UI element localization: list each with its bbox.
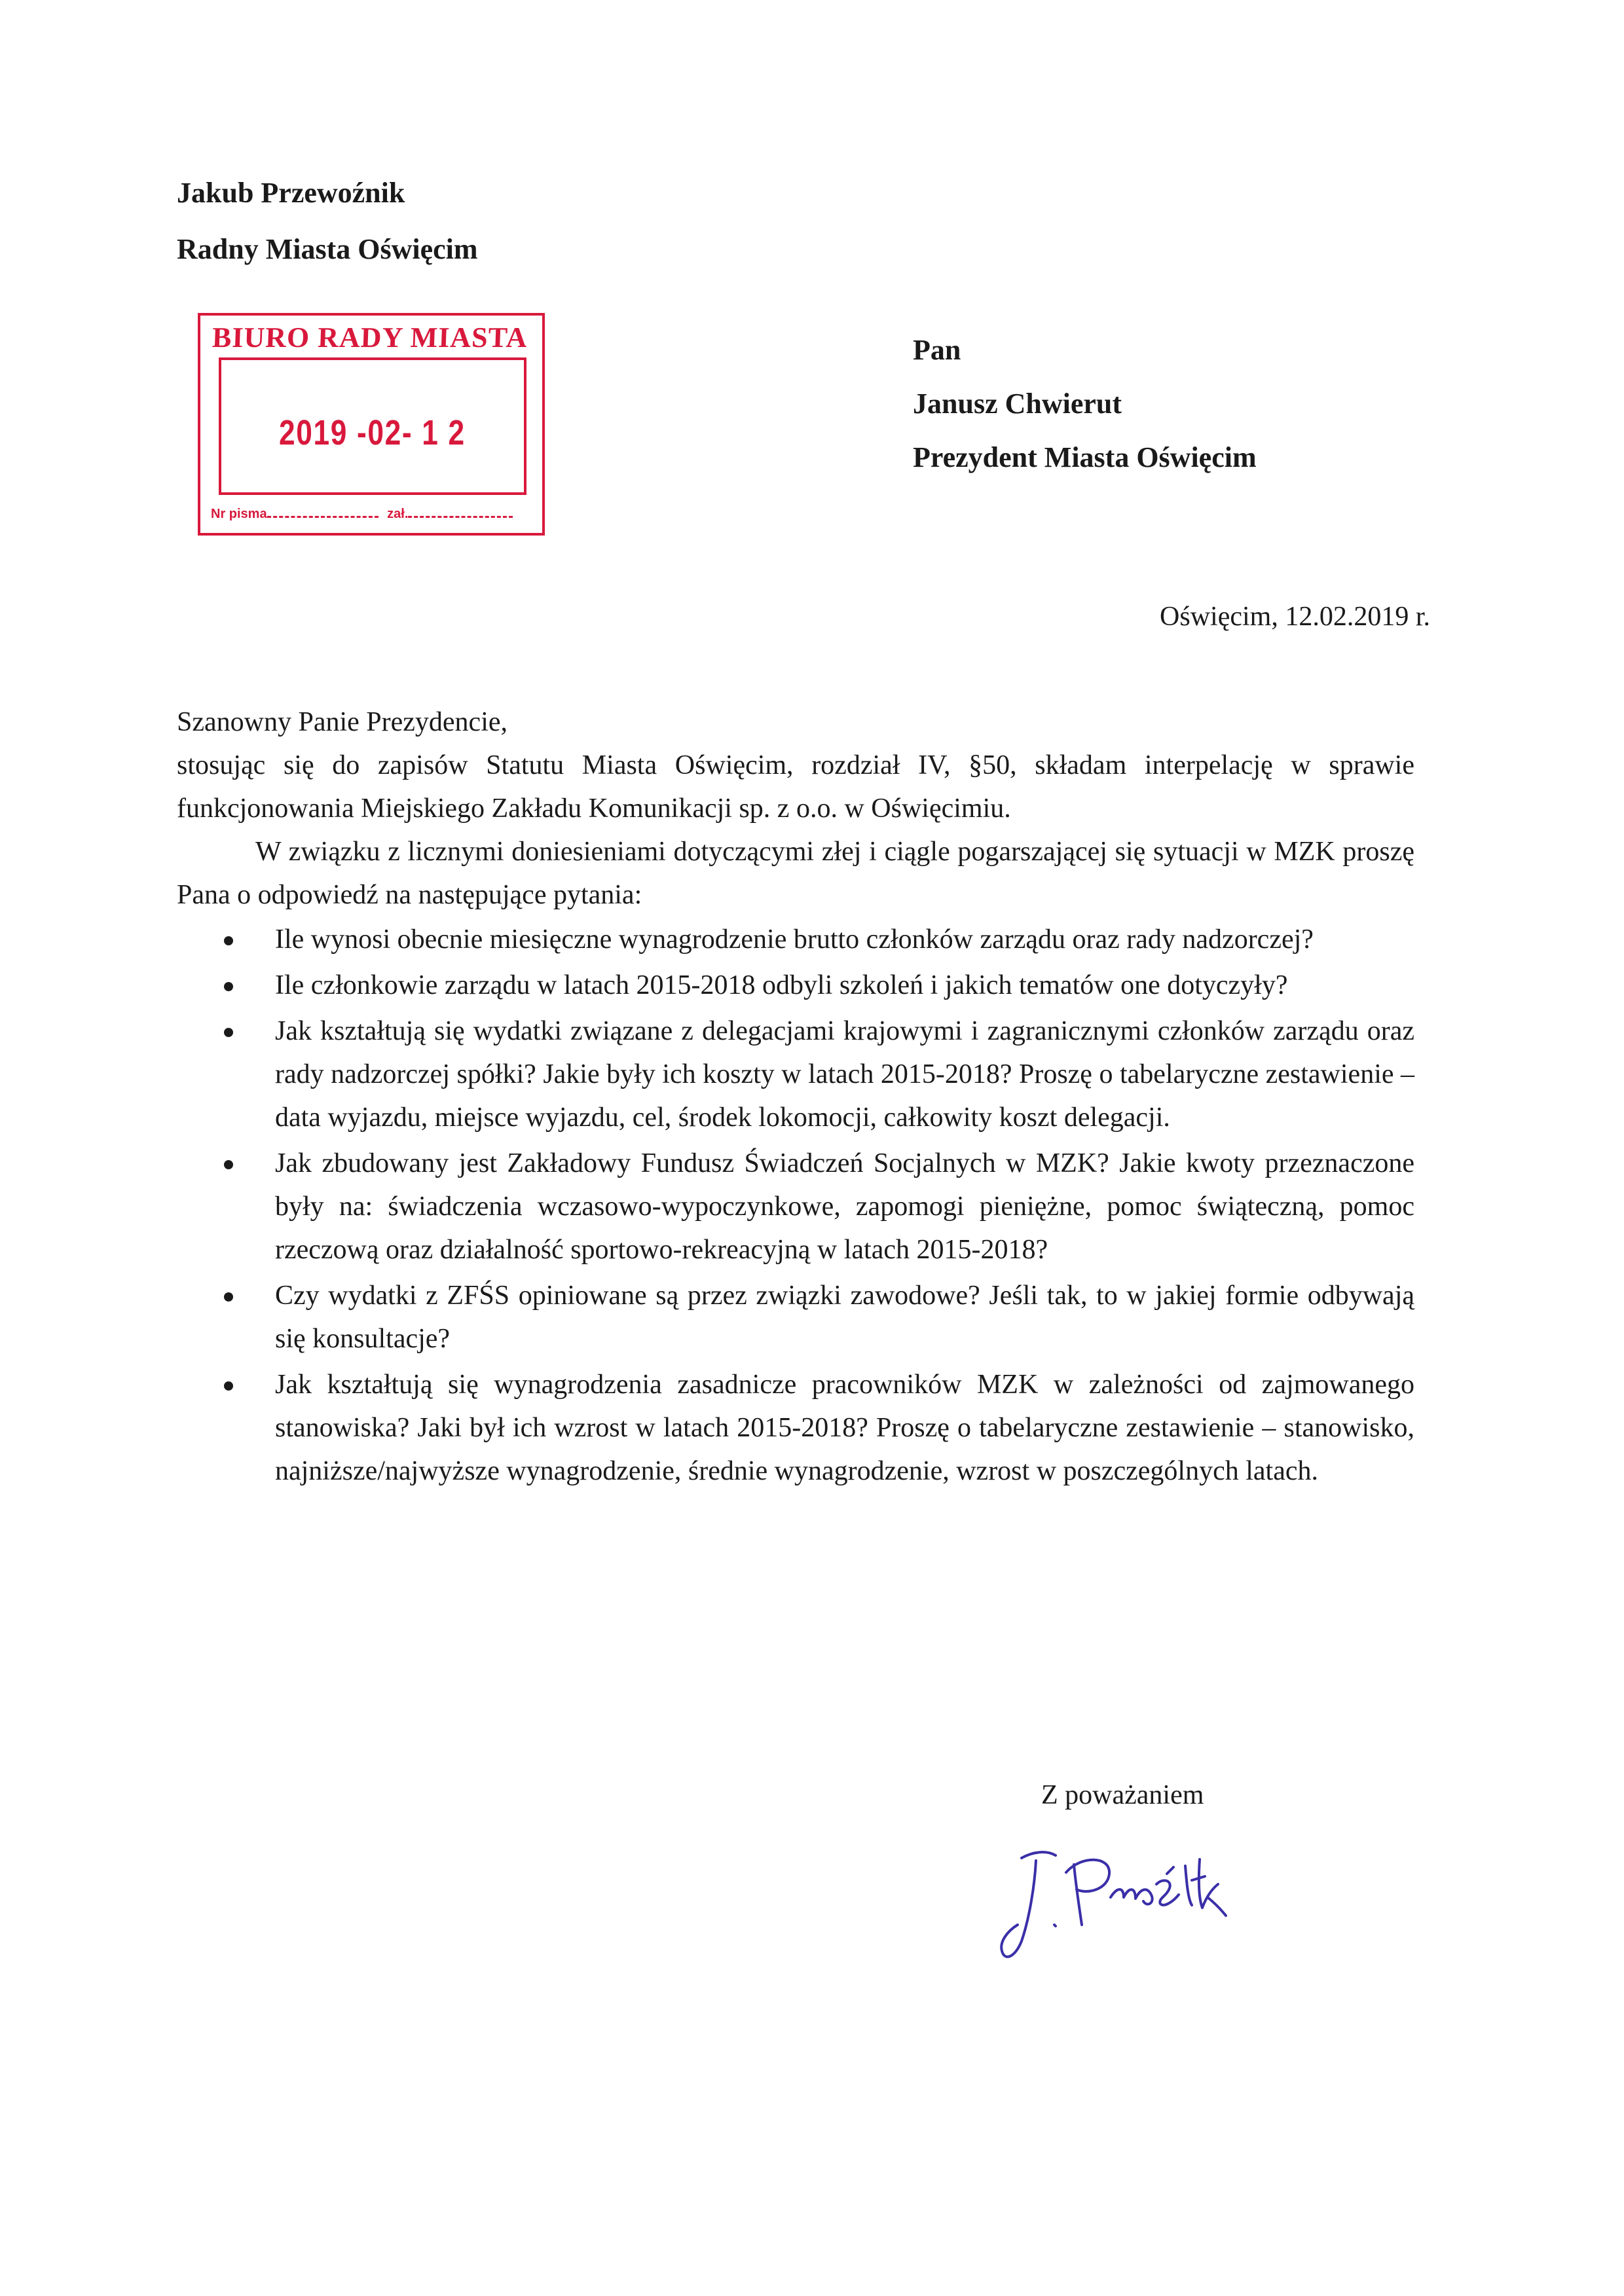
place-date: Oświęcim, 12.02.2019 r. <box>1160 602 1430 632</box>
handwritten-signature <box>995 1827 1257 1971</box>
sender-title: Radny Miasta Oświęcim <box>177 233 478 265</box>
stamp-date: 2019 -02- 1 2 <box>279 413 466 452</box>
bullet-icon <box>224 1292 233 1302</box>
list-item <box>177 1142 1414 1271</box>
closing-phrase: Z poważaniem <box>1041 1780 1204 1810</box>
list-item <box>177 918 1414 961</box>
recipient-block <box>913 323 1257 484</box>
question-text: Czy wydatki z ZFŚS opiniowane są przez związki zawodowe? Jeśli tak, to w jakiej formie odbywają się konsultacje? <box>275 1281 1414 1354</box>
list-item <box>177 1010 1414 1139</box>
bullet-icon <box>224 936 233 945</box>
stamp-attachment-line <box>408 516 513 518</box>
question-text: Ile wynosi obecnie miesięczne wynagrodzenie brutto członków zarządu oraz rady nadzorczej? <box>275 924 1314 955</box>
bullet-icon <box>224 1028 233 1037</box>
sender-block <box>177 165 478 278</box>
question-text: Jak zbudowany jest Zakładowy Fundusz Świadczeń Socjalnych w MZK? Jakie kwoty przeznaczone były na: świadczenia wczasowo-wypoczynkowe, zapomogi pieniężne, pomoc świąteczną, pomoc rzeczową oraz działalność sportowo-rekreacyjną w latach 2015-2018? <box>275 1148 1414 1265</box>
intro-paragraph: stosując się do zapisów Statutu Miasta Oświęcim, rozdział IV, §50, składam interpelację w sprawie funkcjonowania Miejskiego Zakładu Komunikacji sp. z o.o. w Oświęcimiu. <box>177 750 1414 824</box>
letter-body <box>177 701 1414 1495</box>
recipient-salutation: Pan <box>913 334 961 366</box>
list-item <box>177 1363 1414 1493</box>
question-text: Ile członkowie zarządu w latach 2015-2018 odbyli szkoleń i jakich tematów one dotyczyły? <box>275 970 1288 1000</box>
stamp-letter-no-label: Nr pisma <box>211 507 267 521</box>
bullet-icon <box>224 982 233 991</box>
question-text: Jak kształtują się wynagrodzenia zasadnicze pracowników MZK w zależności od zajmowanego stanowiska? Jaki był ich wzrost w latach 2015-2018? Proszę o tabelaryczne zestawienie – stanowisko, najniższe/najwyższe wynagrodzenie, średnie wynagrodzenie, wzrost w poszczególnych latach. <box>275 1370 1414 1486</box>
registry-stamp <box>198 313 545 536</box>
question-text: Jak kształtują się wydatki związane z delegacjami krajowymi i zagranicznymi członków zarządu oraz rady nadzorczej spółki? Jakie były ich koszty w latach 2015-2018? Proszę o tabelaryczne zestawienie – data wyjazdu, miejsce wyjazdu, cel, środek lokomocji, całkowity koszt delegacji. <box>275 1016 1415 1133</box>
sender-name: Jakub Przewoźnik <box>177 177 405 209</box>
bullet-icon <box>224 1160 233 1169</box>
recipient-name: Janusz Chwierut <box>913 388 1122 420</box>
list-item <box>177 1274 1414 1360</box>
question-list <box>177 918 1414 1493</box>
lead-paragraph: W związku z licznymi doniesieniami dotyczącymi złej i ciągle pogarszającej się sytuacji w MZK proszę Pana o odpowiedź na następujące pytania: <box>177 837 1414 910</box>
stamp-title: BIURO RADY MIASTA <box>212 321 528 354</box>
stamp-letter-no-line <box>267 516 378 518</box>
recipient-title: Prezydent Miasta Oświęcim <box>913 441 1257 473</box>
list-item <box>177 964 1414 1007</box>
stamp-footer <box>211 507 538 522</box>
stamp-attachment-label: zał. <box>387 507 409 521</box>
bullet-icon <box>224 1381 233 1391</box>
greeting: Szanowny Panie Prezydencie, <box>177 707 508 737</box>
